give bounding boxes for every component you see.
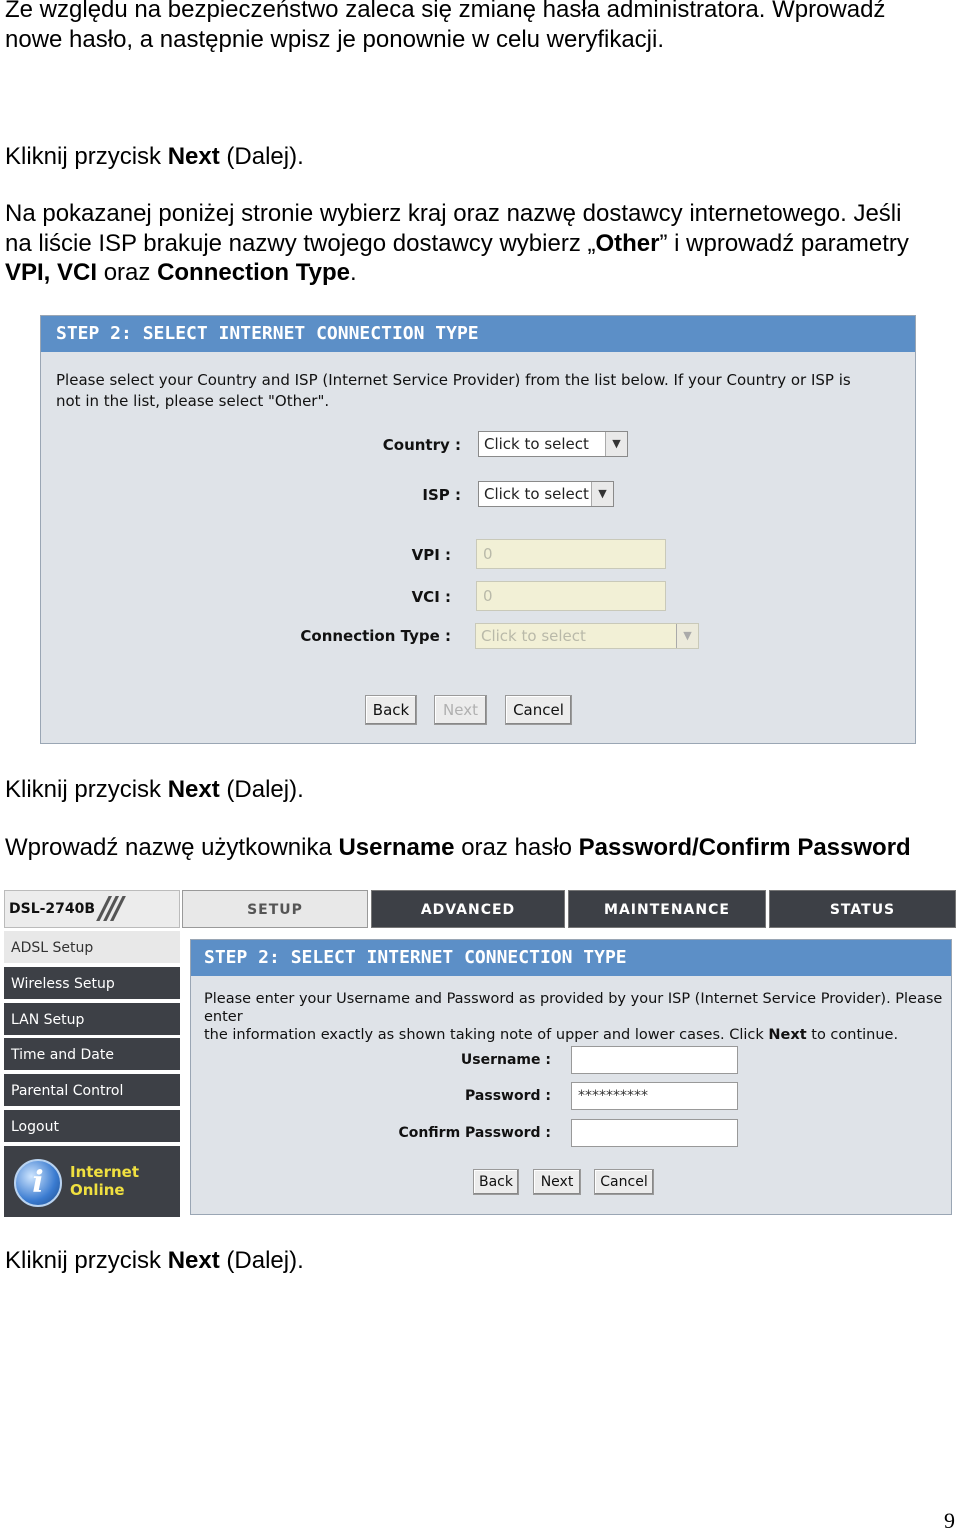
vpi-input[interactable]: 0 xyxy=(476,539,666,569)
tab-setup[interactable]: SETUP xyxy=(182,890,368,928)
confirm-password-input[interactable] xyxy=(571,1119,738,1147)
isp-line-2: na liście ISP brakuje nazwy twojego dostawcy wybierz „Other” i wprowadź parametry xyxy=(5,229,909,257)
chevron-down-icon: ▼ xyxy=(605,432,627,456)
step-next-1: Kliknij przycisk Next (Dalej). xyxy=(5,143,304,170)
step-next-2: Kliknij przycisk Next (Dalej). xyxy=(5,776,304,803)
intro-paragraph xyxy=(5,0,957,54)
step-next-3: Kliknij przycisk Next (Dalej). xyxy=(5,1247,304,1274)
isp-paragraph xyxy=(5,199,957,288)
password-input[interactable]: ********** xyxy=(571,1082,738,1110)
country-label: Country : xyxy=(382,436,461,454)
page-number: 9 xyxy=(944,1508,955,1533)
panel-header: STEP 2: SELECT INTERNET CONNECTION TYPE xyxy=(41,316,915,352)
sidebar-item-logout[interactable]: Logout xyxy=(4,1110,180,1144)
connection-type-label: Connection Type : xyxy=(300,627,451,645)
chevron-down-icon: ▼ xyxy=(591,482,613,506)
tab-advanced[interactable]: ADVANCED xyxy=(371,890,565,928)
username-paragraph: Wprowadź nazwę użytkownika Username oraz hasło Password/Confirm Password xyxy=(5,834,911,861)
password-label: Password : xyxy=(465,1088,551,1104)
back-button[interactable]: Back xyxy=(473,1169,519,1195)
sidebar-item-time-and-date[interactable]: Time and Date xyxy=(4,1038,180,1072)
sidebar-item-lan-setup[interactable]: LAN Setup xyxy=(4,1003,180,1037)
connection-type-screenshot xyxy=(40,315,916,744)
logo-slashes: /// xyxy=(99,891,120,926)
back-button[interactable]: Back xyxy=(365,695,417,725)
internet-status-text: Internet Online xyxy=(70,1163,140,1199)
internet-status xyxy=(4,1146,180,1217)
tab-status[interactable]: STATUS xyxy=(769,890,956,928)
country-select[interactable]: Click to select ▼ xyxy=(478,431,628,457)
sidebar-item-adsl-setup[interactable]: ADSL Setup xyxy=(4,931,180,965)
isp-line-3: VPI, VCI oraz Connection Type. xyxy=(5,259,357,286)
tab-maintenance[interactable]: MAINTENANCE xyxy=(568,890,766,928)
username-label: Username : xyxy=(460,1052,551,1068)
next-button[interactable]: Next xyxy=(434,695,487,725)
vpi-label: VPI : xyxy=(411,546,451,564)
intro-line-2: nowe hasło, a następnie wpisz je ponownie w celu weryfikacji. xyxy=(5,25,665,53)
cancel-button[interactable]: Cancel xyxy=(594,1169,654,1195)
confirm-password-label: Confirm Password : xyxy=(398,1125,551,1141)
vci-input[interactable]: 0 xyxy=(476,581,666,611)
logo: DSL-2740B /// xyxy=(4,890,180,928)
next-button[interactable]: Next xyxy=(533,1169,581,1195)
router-ui-screenshot xyxy=(4,890,956,1217)
isp-label: ISP : xyxy=(422,486,461,504)
panel-intro: Please enter your Username and Password as provided by your ISP (Internet Service Provider). Please enter the information exactly as shown taking note of upper and lower cases. Click Next to continue. xyxy=(204,991,943,1043)
vci-label: VCI : xyxy=(411,588,451,606)
cancel-button[interactable]: Cancel xyxy=(505,695,572,725)
isp-select[interactable]: Click to select ▼ xyxy=(478,481,614,507)
connection-type-select[interactable]: Click to select ▼ xyxy=(475,623,699,649)
intro-line-1: Ze względu na bezpieczeństwo zaleca się zmianę hasła administratora. Wprowadź xyxy=(5,0,886,23)
sidebar-item-wireless-setup[interactable]: Wireless Setup xyxy=(4,967,180,1001)
panel-intro: Please select your Country and ISP (Internet Service Provider) from the list below. If your Country or ISP is not in the list, please select "Other". xyxy=(56,371,851,410)
isp-line-1: Na pokazanej poniżej stronie wybierz kraj oraz nazwę dostawcy internetowego. Jeśli xyxy=(5,200,902,227)
info-globe-icon: i xyxy=(14,1159,62,1207)
content-panel xyxy=(190,939,952,1215)
sidebar-item-parental-control[interactable]: Parental Control xyxy=(4,1074,180,1108)
chevron-down-icon: ▼ xyxy=(676,624,698,648)
username-input[interactable] xyxy=(571,1046,738,1074)
panel-header: STEP 2: SELECT INTERNET CONNECTION TYPE xyxy=(191,940,951,976)
